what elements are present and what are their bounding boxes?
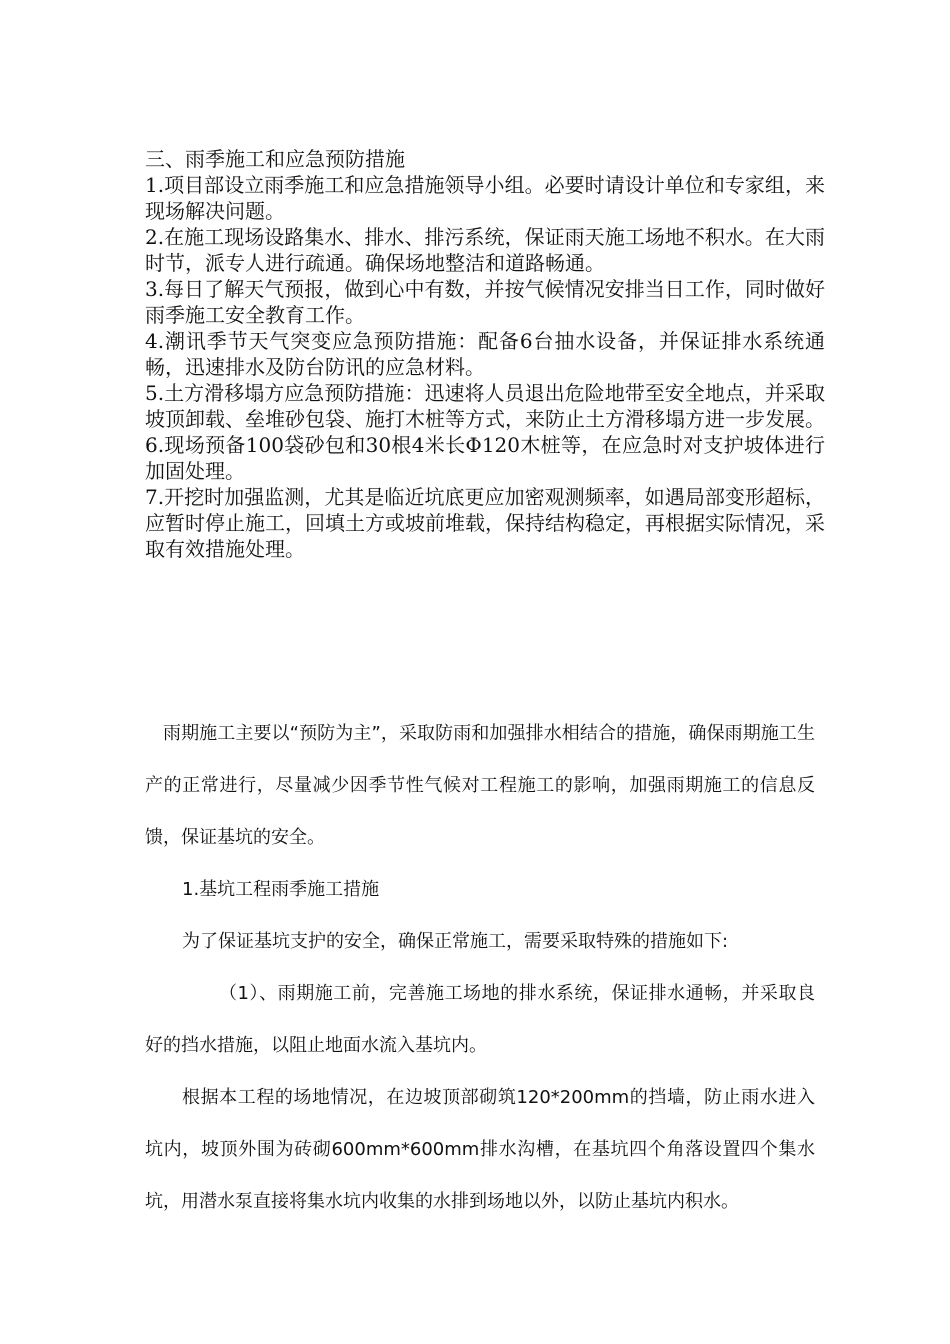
- measure-item-2: 2.在施工现场设路集水、排水、排污系统，保证雨天施工场地不积水。在大雨时节，派专人进行疏通。确保场地整洁和道路畅通。: [145, 225, 825, 275]
- rain-period-construction-section: [145, 708, 815, 1228]
- measure-paragraph: （1）、雨期施工前，完善施工场地的排水系统，保证排水通畅，并采取良好的挡水措施，以阻止地面水流入基坑内。: [145, 983, 815, 1056]
- intro-paragraph: 雨期施工主要以“预防为主”，采取防雨和加强排水相结合的措施，确保雨期施工生产的正常进行，尽量减少因季节性气候对工程施工的影响，加强雨期施工的信息反馈，保证基坑的安全。: [145, 723, 815, 848]
- measure-item-7: 7.开挖时加强监测，尤其是临近坑底更应加密观测频率，如遇局部变形超标，应暂时停止施工，回填土方或坡前堆载，保持结构稳定，再根据实际情况，采取有效措施处理。: [145, 485, 825, 561]
- section-heading: 三、雨季施工和应急预防措施: [145, 147, 405, 171]
- measure-item-6: 6.现场预备100袋砂包和30根4米长Φ120木桩等，在应急时对支护坡体进行加固处理。: [145, 433, 825, 483]
- measure-item-4: 4.潮讯季节天气突变应急预防措施：配备6台抽水设备，并保证排水系统通畅，迅速排水及防台防讯的应急材料。: [145, 329, 825, 379]
- measure-item-5: 5.土方滑移塌方应急预防措施：迅速将人员退出危险地带至安全地点，并采取坡顶卸载、垒堆砂包袋、施打木桩等方式，来防止土方滑移塌方进一步发展。: [145, 381, 825, 431]
- measure-item-3: 3.每日了解天气预报，做到心中有数，并按气候情况安排当日工作，同时做好雨季施工安全教育工作。: [145, 277, 825, 327]
- measure-item-1: 1.项目部设立雨季施工和应急措施领导小组。必要时请设计单位和专家组，来现场解决问题。: [145, 173, 825, 223]
- rain-season-measures-section: [145, 146, 825, 562]
- subsection-heading: 1.基坑工程雨季施工措施: [182, 879, 380, 900]
- detail-paragraph: 根据本工程的场地情况，在边坡顶部砌筑120*200mm的挡墙，防止雨水进入坑内，坡顶外围为砖砌600mm*600mm排水沟槽，在基坑四个角落设置四个集水坑，用潜水泵直接将集水坑内收集的水排到场地以外，以防止基坑内积水。: [145, 1087, 815, 1212]
- lead-paragraph: 为了保证基坑支护的安全，确保正常施工，需要采取特殊的措施如下:: [182, 931, 729, 952]
